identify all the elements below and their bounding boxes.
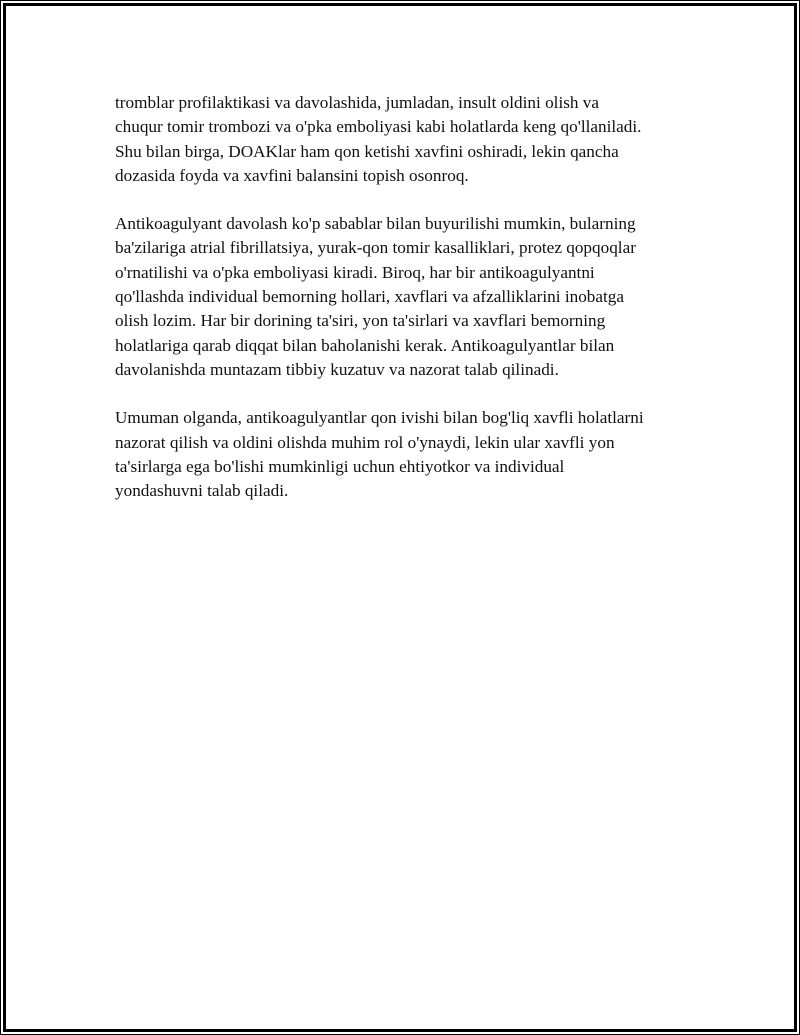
text-line: nazorat qilish va oldini olishda muhim rol o'ynaydi, lekin ular xavfli yon [115,432,615,452]
text-line: chuqur tomir trombozi va o'pka emboliyasi kabi holatlarda keng qo'llaniladi. [115,117,642,137]
text-line: holatlariga qarab diqqat bilan baholanishi kerak. Antikoagulyantlar bilan [115,335,615,355]
paragraph-2 [115,212,705,382]
text-line: Umuman olganda, antikoagulyantlar qon ivishi bilan bog'liq xavfli holatlarni [115,408,644,428]
text-line: davolanishda muntazam tibbiy kuzatuv va nazorat talab qilinadi. [115,359,559,379]
text-line: ta'sirlarga ega bo'lishi mumkinligi uchun ehtiyotkor va individual [115,456,565,476]
text-line: yondashuvni talab qiladi. [115,481,289,501]
text-line: tromblar profilaktikasi va davolashida, jumladan, insult oldini olish va [115,93,600,112]
text-line: Antikoagulyant davolash ko'p sabablar bilan buyurilishi mumkin, bularning [115,214,636,234]
text-line: Shu bilan birga, DOAKlar ham qon ketishi xavfini oshiradi, lekin qancha [115,141,619,161]
document-body [115,91,705,527]
text-line: qo'llashda individual bemorning hollari, xavflari va afzalliklarini inobatga [115,287,625,307]
paragraph-1 [115,91,705,188]
text-line: o'rnatilishi va o'pka emboliyasi kiradi. Biroq, har bir antikoagulyantni [115,262,595,282]
text-line: dozasida foyda va xavfini balansini topish osonroq. [115,165,469,185]
text-line: olish lozim. Har bir dorining ta'siri, yon ta'sirlari va xavflari bemorning [115,311,606,331]
text-line: ba'zilariga atrial fibrillatsiya, yurak-qon tomir kasalliklari, protez qopqoqlar [115,238,636,258]
paragraph-3 [115,406,705,503]
